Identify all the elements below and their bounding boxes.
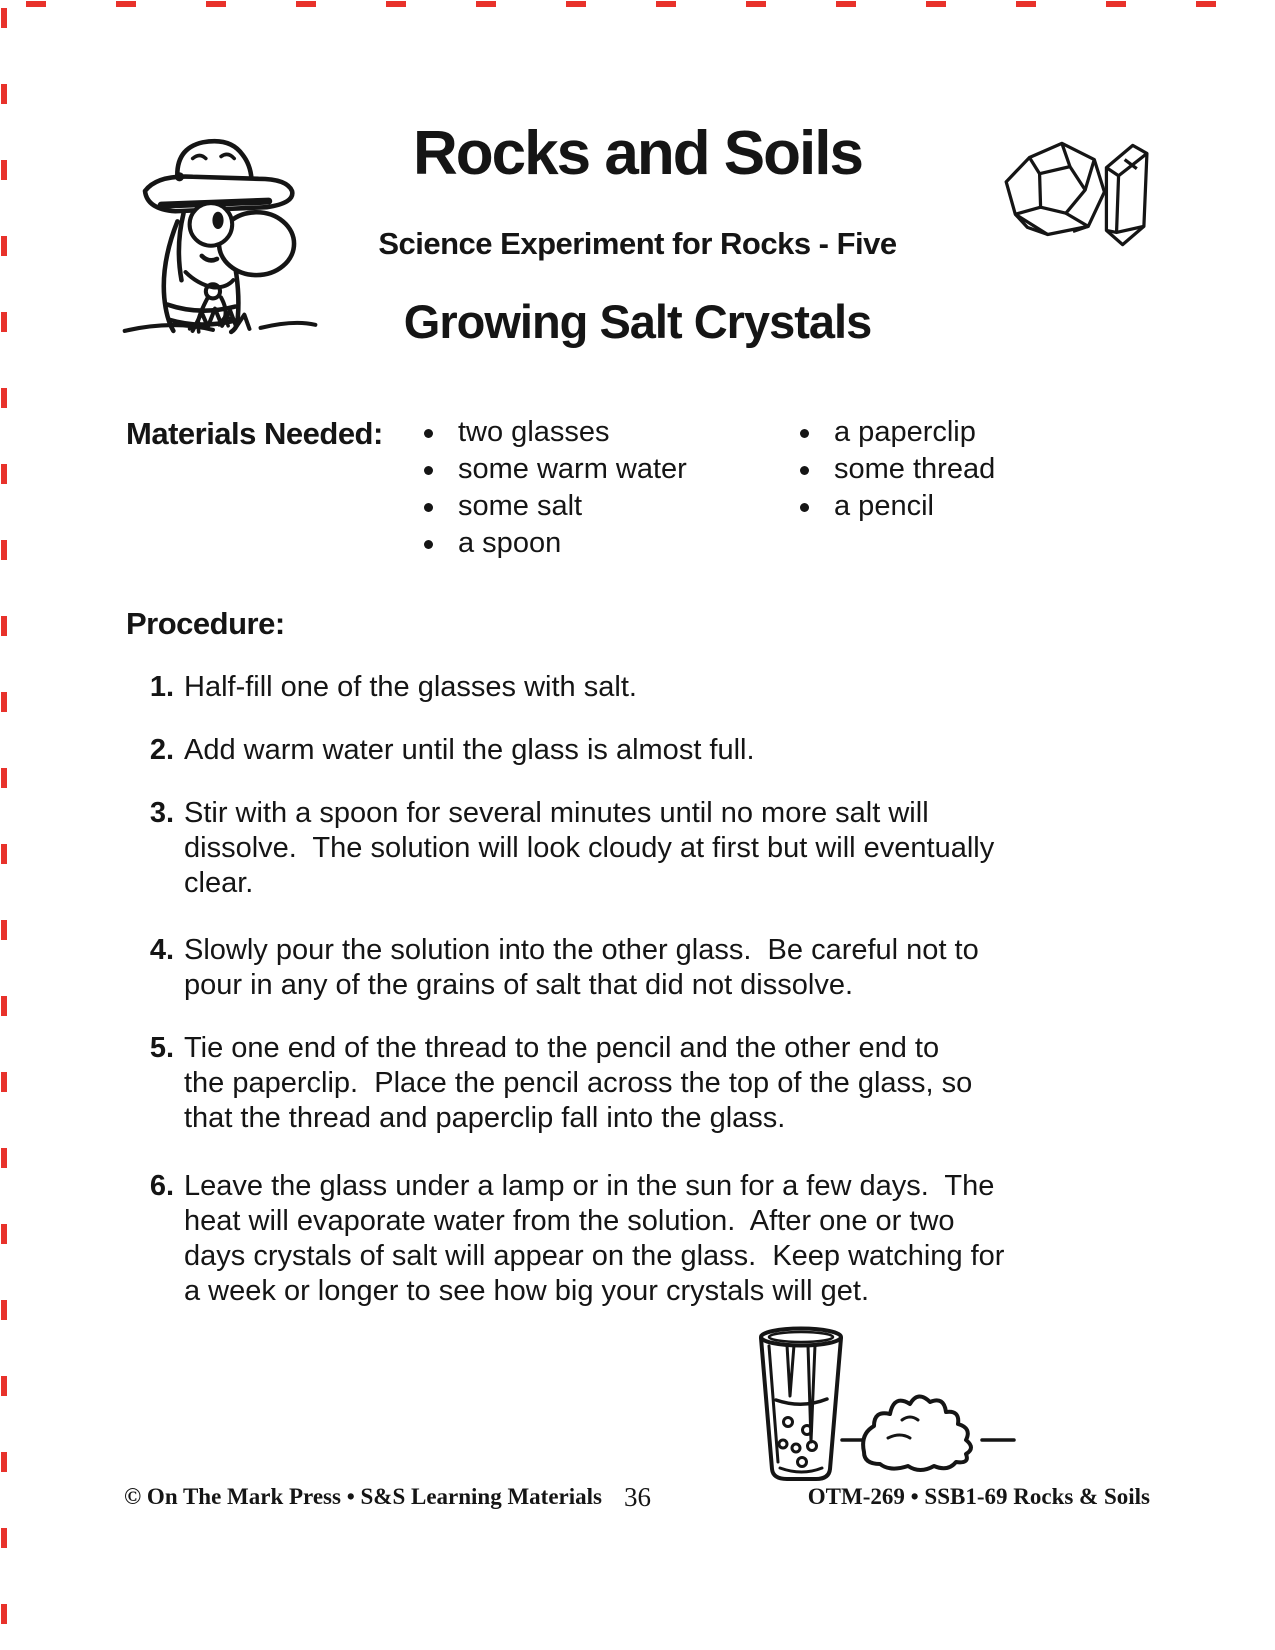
red-edge-marks-top	[0, 1, 1275, 7]
step-line: that the thread and paperclip fall into the glass.	[184, 1102, 786, 1134]
step-line: the paperclip. Place the pencil across the top of the glass, so	[184, 1067, 973, 1099]
bullet-dot	[800, 466, 809, 475]
step-text	[184, 670, 1084, 705]
materials-heading: Materials Needed:	[126, 416, 383, 451]
bullet-dot	[800, 429, 809, 438]
list-item	[424, 414, 687, 451]
step-number: 2.	[149, 734, 174, 766]
page-title: Rocks and Soils	[413, 119, 862, 188]
list-item	[800, 451, 995, 488]
bullet-dot	[424, 429, 433, 438]
page-subtitle: Science Experiment for Rocks - Five	[378, 226, 897, 261]
procedure-heading: Procedure:	[126, 606, 285, 641]
step-text	[184, 1169, 1084, 1309]
step-number: 3.	[149, 797, 174, 829]
item-label: a spoon	[458, 527, 562, 559]
materials-list-col2	[800, 414, 995, 525]
step-number: 4.	[149, 934, 174, 966]
step-line: dissolve. The solution will look cloudy at first but will eventually	[184, 832, 995, 864]
step-line: Stir with a spoon for several minutes until no more salt will	[184, 797, 929, 829]
item-label: some salt	[458, 490, 583, 522]
step-line: a week or longer to see how big your crystals will get.	[184, 1275, 870, 1307]
list-item	[800, 414, 995, 451]
item-label: a paperclip	[834, 416, 976, 448]
step-line: clear.	[184, 867, 254, 899]
bullet-dot	[424, 503, 433, 512]
glass-and-salt-icon	[752, 1322, 1017, 1490]
step-line: pour in any of the grains of salt that did not dissolve.	[184, 969, 854, 1001]
step-line: days crystals of salt will appear on the glass. Keep watching for	[184, 1240, 1005, 1272]
step-line: heat will evaporate water from the solution. After one or two	[184, 1205, 955, 1237]
step-line: Tie one end of the thread to the pencil and the other end to	[184, 1032, 940, 1064]
list-item	[424, 451, 687, 488]
step-number: 1.	[149, 671, 174, 703]
step-number: 6.	[149, 1170, 174, 1202]
step-text	[184, 733, 1084, 768]
materials-list-col1	[424, 414, 687, 562]
step-text	[184, 933, 1084, 1003]
step-line: Leave the glass under a lamp or in the sun for a few days. The	[184, 1170, 995, 1202]
step-text	[184, 796, 1084, 901]
item-label: a pencil	[834, 490, 934, 522]
item-label: two glasses	[458, 416, 610, 448]
step-line: Slowly pour the solution into the other glass. Be careful not to	[184, 934, 979, 966]
step-line: Add warm water until the glass is almost full.	[184, 734, 755, 766]
list-item	[424, 488, 687, 525]
step-text	[184, 1031, 1084, 1136]
list-item	[424, 525, 687, 562]
item-label: some thread	[834, 453, 996, 485]
bullet-dot	[424, 466, 433, 475]
item-label: some warm water	[458, 453, 687, 485]
bullet-dot	[424, 540, 433, 549]
crystals-icon	[993, 133, 1153, 259]
list-item	[800, 488, 995, 525]
bullet-dot	[800, 503, 809, 512]
step-number: 5.	[149, 1032, 174, 1064]
footer-copyright: © On The Mark Press • S&S Learning Materials	[124, 1484, 602, 1509]
footer	[0, 1484, 1275, 1518]
step-line: Half-fill one of the glasses with salt.	[184, 671, 637, 703]
footer-page-number: 36	[624, 1482, 651, 1512]
experiment-title: Growing Salt Crystals	[403, 295, 872, 348]
footer-product-code: OTM-269 • SSB1-69 Rocks & Soils	[807, 1484, 1150, 1509]
